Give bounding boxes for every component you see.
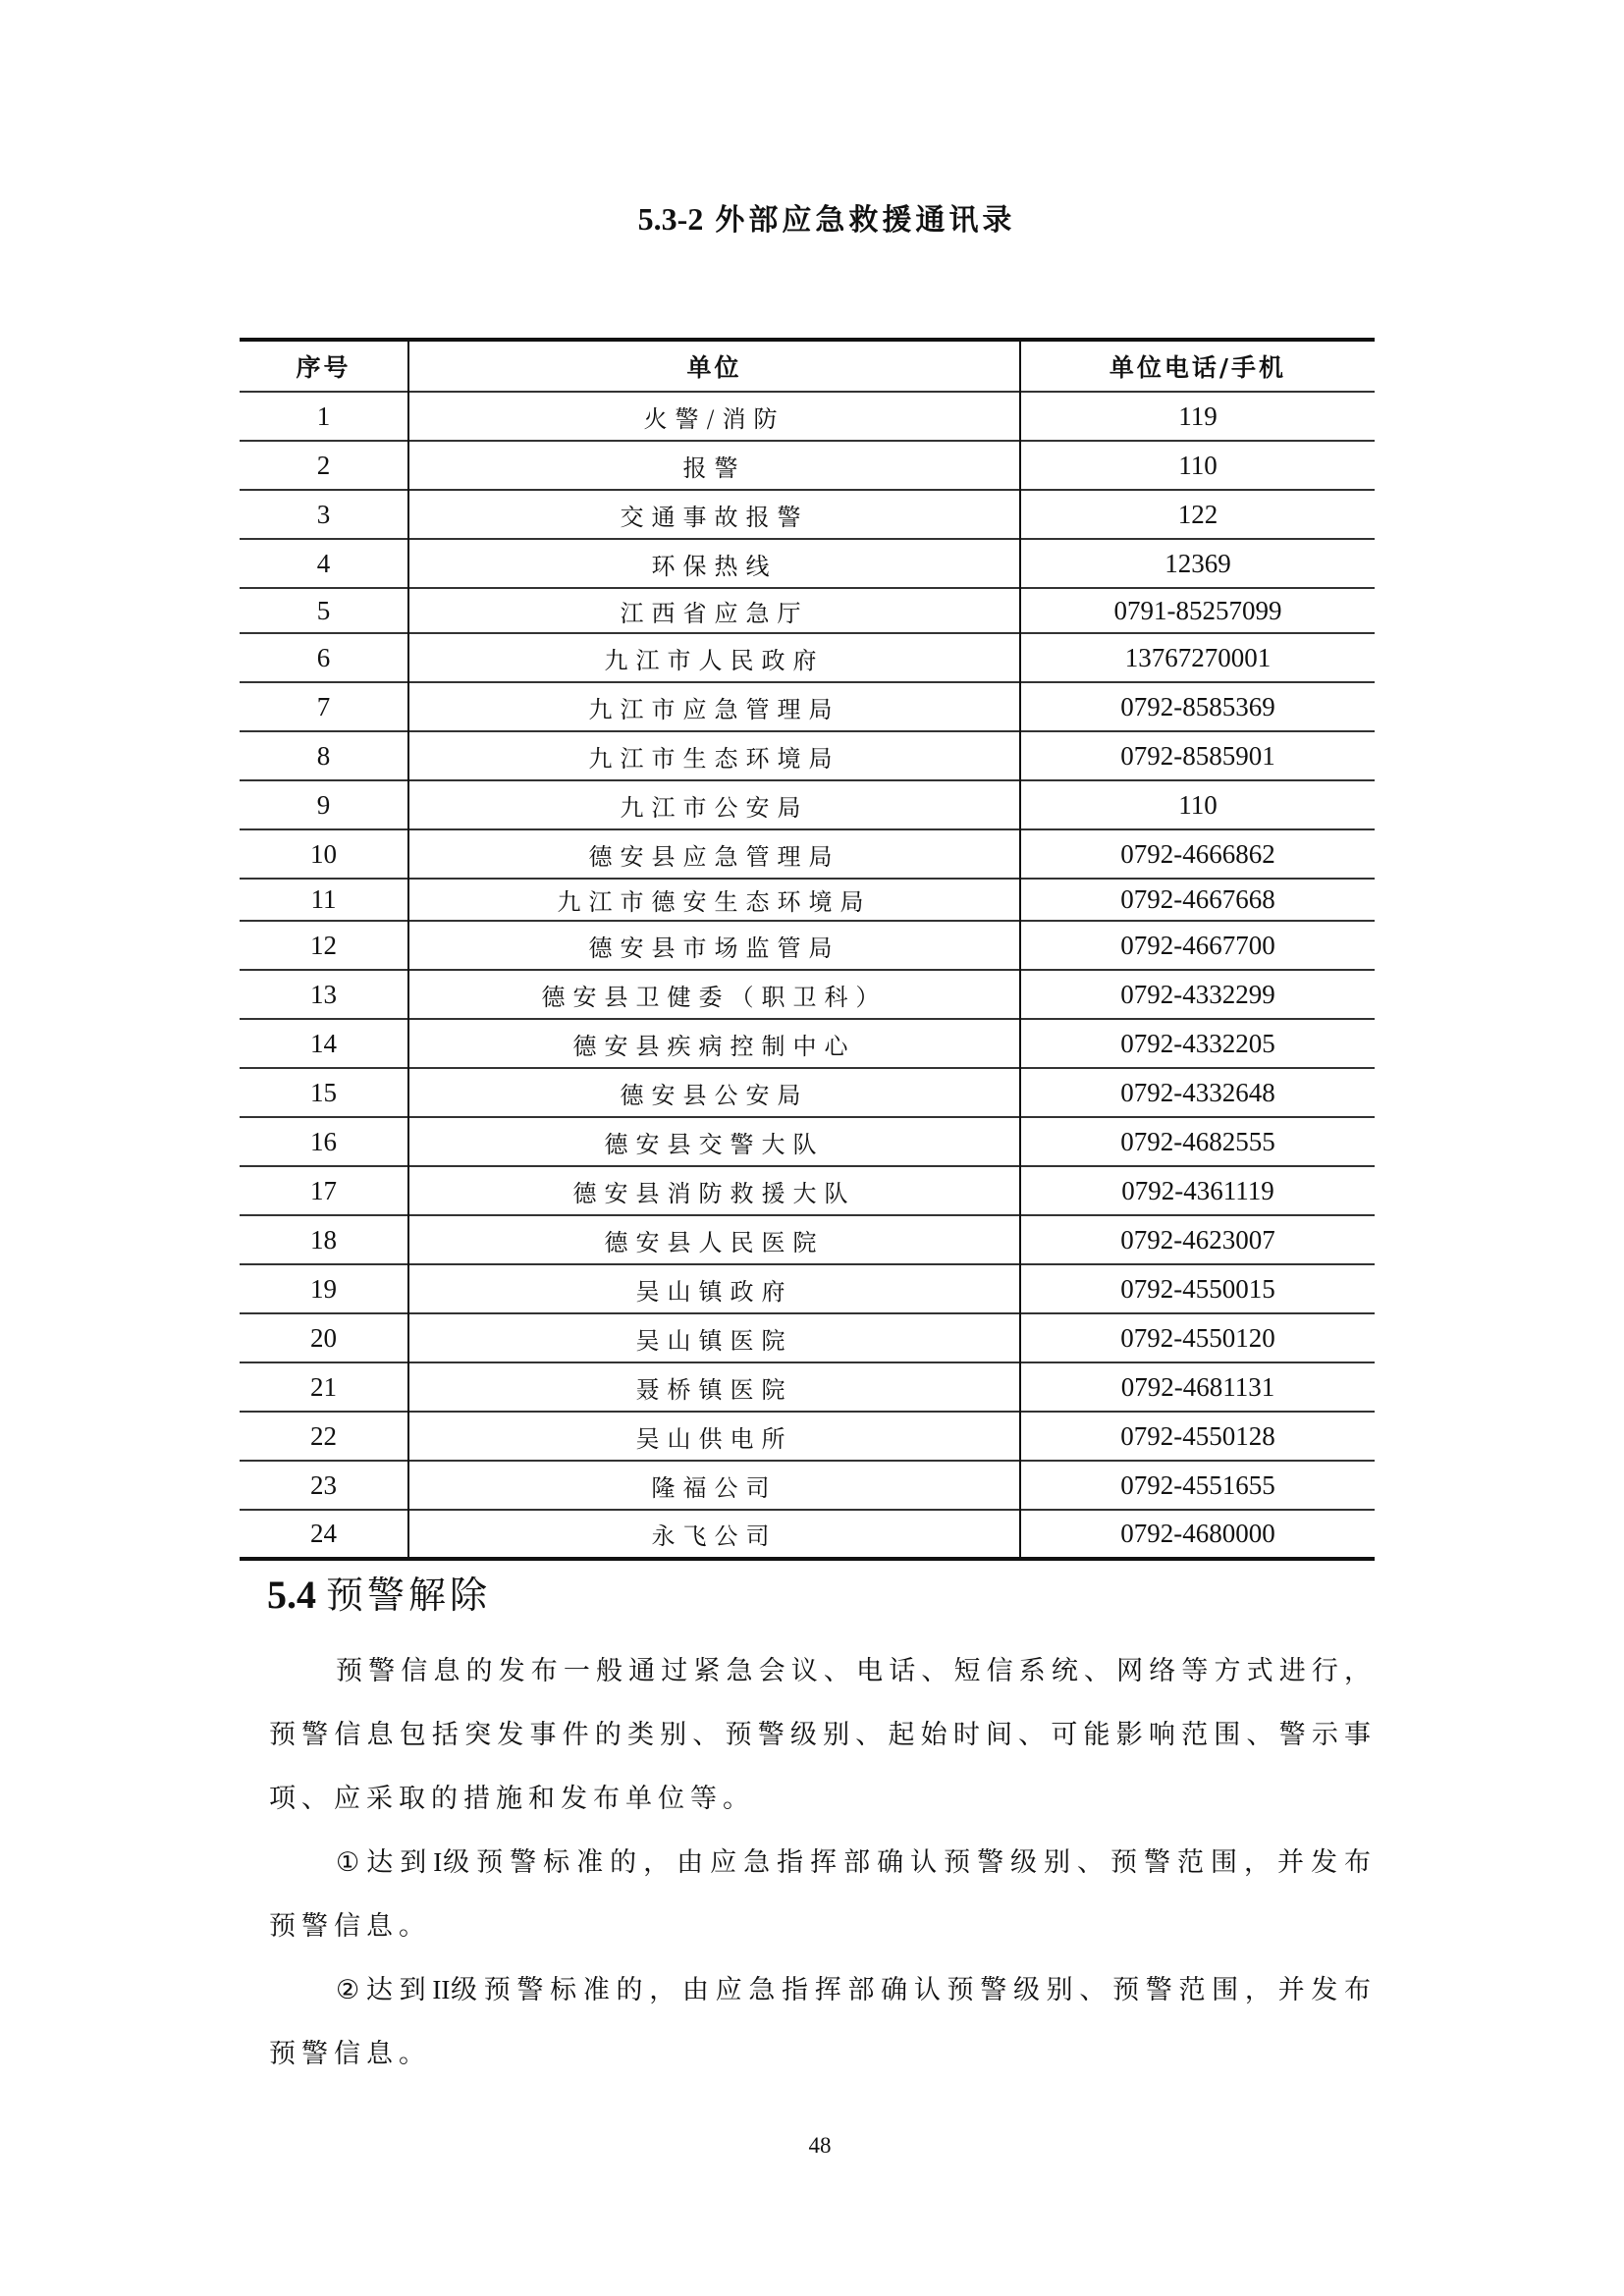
table-title-number: 5.3-2 [637, 201, 704, 237]
row-seq: 7 [240, 682, 408, 731]
row-phone: 0791-85257099 [1020, 588, 1375, 633]
table-row [240, 731, 1375, 780]
table-header-row [240, 340, 1375, 392]
row-unit: 吴山供电所 [408, 1412, 1020, 1461]
row-phone: 110 [1020, 780, 1375, 829]
table-row [240, 921, 1375, 970]
row-seq: 16 [240, 1117, 408, 1166]
table-row [240, 490, 1375, 539]
header-unit: 单位 [408, 340, 1020, 392]
row-seq: 17 [240, 1166, 408, 1215]
row-seq: 20 [240, 1313, 408, 1362]
row-unit: 九江市公安局 [408, 780, 1020, 829]
row-phone: 122 [1020, 490, 1375, 539]
row-seq: 3 [240, 490, 408, 539]
row-phone: 119 [1020, 392, 1375, 441]
table-row [240, 829, 1375, 879]
table-row [240, 1461, 1375, 1510]
row-unit: 九江市人民政府 [408, 633, 1020, 682]
table-row [240, 1215, 1375, 1264]
row-seq: 12 [240, 921, 408, 970]
table-row [240, 1019, 1375, 1068]
row-unit: 报警 [408, 441, 1020, 490]
row-phone: 0792-8585901 [1020, 731, 1375, 780]
roman-numeral: II [432, 1975, 451, 2004]
table-row [240, 1117, 1375, 1166]
paragraph [269, 1831, 1377, 1958]
table-row [240, 780, 1375, 829]
row-phone: 0792-4667668 [1020, 879, 1375, 921]
row-seq: 24 [240, 1510, 408, 1559]
table-title-text: 外部应急救援通讯录 [715, 203, 1016, 238]
paragraph-text: 预警信息的发布一般通过紧急会议、电话、短信系统、网络等方式进行，预警信息包括突发事件的类别、预警级别、起始时间、可能影响范围、警示事项、应采取的措施和发布单位等。 [269, 1656, 1377, 1814]
header-seq: 序号 [296, 353, 352, 382]
section-number: 5.4 [267, 1573, 316, 1617]
table-row [240, 1412, 1375, 1461]
row-unit: 环保热线 [408, 539, 1020, 588]
table-row [240, 1068, 1375, 1117]
row-seq: 21 [240, 1362, 408, 1412]
row-seq: 5 [240, 588, 408, 633]
row-unit: 九江市德安生态环境局 [408, 879, 1020, 921]
paragraph-text: ①达到 [336, 1847, 434, 1878]
row-seq: 14 [240, 1019, 408, 1068]
row-unit: 德安县消防救援大队 [408, 1166, 1020, 1215]
row-phone: 0792-4680000 [1020, 1510, 1375, 1559]
row-seq: 15 [240, 1068, 408, 1117]
header-phone: 单位电话/手机 [1020, 340, 1375, 392]
row-unit: 聂桥镇医院 [408, 1362, 1020, 1412]
row-unit: 交通事故报警 [408, 490, 1020, 539]
row-unit: 江西省应急厅 [408, 588, 1020, 633]
row-unit: 德安县交警大队 [408, 1117, 1020, 1166]
emergency-contacts-table [240, 338, 1375, 1561]
row-seq: 1 [240, 392, 408, 441]
table-row [240, 392, 1375, 441]
row-phone: 110 [1020, 441, 1375, 490]
table-body [240, 392, 1375, 1559]
row-unit: 火警/消防 [408, 392, 1020, 441]
table-title [0, 200, 1624, 240]
row-seq: 22 [240, 1412, 408, 1461]
row-seq: 23 [240, 1461, 408, 1510]
row-phone: 0792-4666862 [1020, 829, 1375, 879]
row-unit: 德安县市场监管局 [408, 921, 1020, 970]
row-unit: 德安县公安局 [408, 1068, 1020, 1117]
row-seq: 9 [240, 780, 408, 829]
roman-numeral: I [433, 1847, 443, 1877]
table-row [240, 441, 1375, 490]
paragraph-text: 级预警标准的，由应急指挥部确认预警级别、预警范围，并发布预警信息。 [269, 1847, 1377, 1942]
page-number: 48 [808, 2133, 832, 2158]
row-unit: 吴山镇政府 [408, 1264, 1020, 1313]
row-phone: 0792-4550128 [1020, 1412, 1375, 1461]
row-seq: 4 [240, 539, 408, 588]
row-phone: 0792-4550120 [1020, 1313, 1375, 1362]
row-unit: 德安县应急管理局 [408, 829, 1020, 879]
row-phone: 0792-4550015 [1020, 1264, 1375, 1313]
row-phone: 0792-8585369 [1020, 682, 1375, 731]
row-unit: 九江市生态环境局 [408, 731, 1020, 780]
table-row [240, 588, 1375, 633]
row-phone: 0792-4361119 [1020, 1166, 1375, 1215]
table-row [240, 970, 1375, 1019]
row-seq: 6 [240, 633, 408, 682]
section-heading [267, 1571, 491, 1620]
table-row [240, 1264, 1375, 1313]
section-body [269, 1639, 1377, 2086]
row-phone: 0792-4551655 [1020, 1461, 1375, 1510]
table-row [240, 1166, 1375, 1215]
row-phone: 0792-4332205 [1020, 1019, 1375, 1068]
paragraph-text: 级预警标准的，由应急指挥部确认预警级别、预警范围，并发布预警信息。 [269, 1975, 1377, 2069]
row-unit: 九江市应急管理局 [408, 682, 1020, 731]
row-unit: 德安县卫健委（职卫科） [408, 970, 1020, 1019]
row-seq: 18 [240, 1215, 408, 1264]
row-unit: 吴山镇医院 [408, 1313, 1020, 1362]
table-row [240, 1313, 1375, 1362]
row-phone: 0792-4623007 [1020, 1215, 1375, 1264]
paragraph [269, 1958, 1377, 2086]
row-phone: 0792-4682555 [1020, 1117, 1375, 1166]
row-seq: 13 [240, 970, 408, 1019]
row-seq: 11 [240, 879, 408, 921]
row-phone: 0792-4681131 [1020, 1362, 1375, 1412]
section-title: 预警解除 [326, 1574, 492, 1617]
paragraph-text: ②达到 [336, 1975, 433, 2005]
row-phone: 0792-4332299 [1020, 970, 1375, 1019]
row-unit: 隆福公司 [408, 1461, 1020, 1510]
table-row [240, 539, 1375, 588]
row-phone: 0792-4332648 [1020, 1068, 1375, 1117]
row-phone: 12369 [1020, 539, 1375, 588]
paragraph [269, 1639, 1377, 1831]
row-seq: 19 [240, 1264, 408, 1313]
row-unit: 德安县人民医院 [408, 1215, 1020, 1264]
row-seq: 8 [240, 731, 408, 780]
row-unit: 永飞公司 [408, 1510, 1020, 1559]
table-row [240, 633, 1375, 682]
row-seq: 10 [240, 829, 408, 879]
row-seq: 2 [240, 441, 408, 490]
table-row [240, 1510, 1375, 1559]
row-phone: 0792-4667700 [1020, 921, 1375, 970]
table-row [240, 682, 1375, 731]
row-unit: 德安县疾病控制中心 [408, 1019, 1020, 1068]
table-row [240, 879, 1375, 921]
table-row [240, 1362, 1375, 1412]
row-phone: 13767270001 [1020, 633, 1375, 682]
